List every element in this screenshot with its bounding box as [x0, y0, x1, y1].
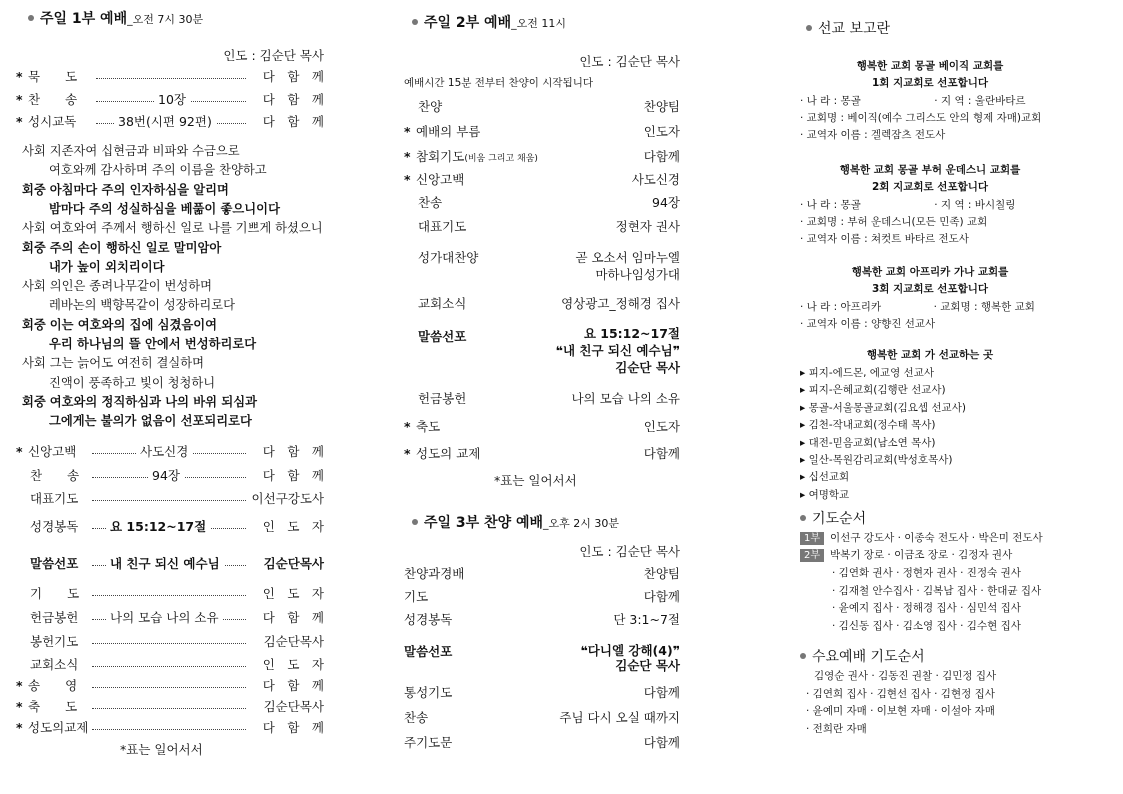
order-right: 다함께 [643, 735, 680, 750]
order-item [404, 171, 680, 189]
prayer-title: 기도순서 [800, 508, 866, 528]
order-mid: 나의 모습 나의 소유 [106, 609, 223, 627]
order-item [404, 123, 680, 141]
bullet-dot-icon [412, 19, 418, 25]
order-label: 기 도 [30, 586, 80, 601]
standing-star: * [404, 172, 411, 187]
order-mid: 내 친구 되신 예수님 [106, 555, 224, 573]
order-right: 김순단목사 [263, 699, 324, 714]
order-right: 찬양팀 [643, 566, 680, 581]
order-item [404, 194, 680, 212]
responsive-text: 그에게는 불의가 없음이 선포되리로다 [49, 414, 252, 429]
responsive-speaker: 사회 [22, 279, 46, 294]
order-label: 찬양과경배 [404, 566, 465, 581]
order-label-note: (비움 그리고 채움) [464, 154, 538, 164]
prayer-name-line: · 김재철 안수집사 · 김복남 집사 · 한대균 집사 [832, 584, 1042, 597]
order-right: 김순단목사 [263, 556, 324, 571]
order-right: 다 함 께 [262, 720, 324, 735]
mission-subheading: 2회 지교회로 선포합니다 [871, 181, 989, 193]
order-label: 성경봉독 [30, 519, 79, 534]
wed-prayer-title: 수요예배 기도순서 [800, 646, 925, 666]
order-right: 정현자 권사 [615, 219, 680, 234]
order-item [404, 734, 680, 752]
news-right: 영상광고_정해경 집사 [561, 296, 680, 311]
service-3-leader: 인도 : 김순단 목사 [579, 544, 680, 559]
standing-star: * [404, 419, 411, 434]
order-right: 찬양팀 [643, 99, 680, 114]
order-item [16, 609, 324, 627]
responsive-text: 여호와께 감사하며 주의 이름을 찬양하고 [49, 163, 267, 178]
support-item: ▸ 여명학교 [800, 488, 850, 501]
sermon-ref: 요 15:12~17절 [583, 326, 680, 341]
responsive-text: 여호와여 주께서 행하신 일로 나를 기쁘게 하셨으니 [49, 221, 323, 236]
mission-heading: 행복한 교회 몽골 베이직 교회를 [856, 60, 1004, 72]
support-item: ▸ 일산-목원감리교회(박성호목사) [800, 454, 953, 466]
responsive-speaker: 회중 [22, 240, 46, 255]
service-1-title: 주일 1부 예배_오전 7시 30분 [28, 8, 203, 28]
standing-star: * [16, 720, 23, 735]
responsive-line [49, 258, 164, 277]
standing-star: * [404, 149, 411, 164]
sermon-3-label: 말씀선포 [404, 644, 453, 659]
order-item [16, 555, 324, 573]
responsive-line [49, 200, 280, 219]
standing-note: *표는 일어서서 [494, 473, 577, 488]
responsive-speaker: 회중 [22, 317, 46, 332]
order-label: 성경봉독 [404, 612, 453, 627]
order-label: 축 도 [28, 699, 78, 714]
dot-leader [92, 677, 246, 688]
service-3-title: 주일 3부 찬양 예배_오후 2시 30분 [412, 512, 619, 532]
responsive-text: 레바논의 백향목같이 성장하리로다 [49, 298, 235, 313]
responsive-text: 우리 하나님의 뜰 안에서 번성하리로다 [49, 337, 257, 351]
order-item [404, 148, 680, 166]
standing-star: * [16, 114, 23, 129]
dot-leader [92, 585, 246, 596]
sermon-3-preacher: 김순단 목사 [615, 658, 680, 673]
service-2-leader: 인도 : 김순단 목사 [579, 54, 680, 69]
order-mid: 10장 [154, 91, 190, 109]
support-item: ▸ 김천-작내교회(정수태 목사) [800, 419, 936, 432]
responsive-line [22, 393, 257, 412]
responsive-line [22, 277, 212, 296]
order-label [416, 123, 480, 141]
support-item: ▸ 몽골-서울몽골교회(김요셉 선교사) [800, 401, 966, 414]
order-label [418, 98, 442, 116]
responsive-line [49, 412, 252, 431]
responsive-line [49, 335, 256, 354]
responsive-line [22, 316, 217, 335]
standing-note: *표는 일어서서 [120, 742, 203, 757]
order-item [404, 611, 680, 629]
order-item [404, 565, 680, 583]
responsive-line [22, 239, 221, 258]
dot-leader [92, 719, 246, 730]
order-item [404, 445, 680, 463]
mission-column [800, 0, 1100, 794]
responsive-text: 여호와의 정직하심과 나의 바위 되심과 [49, 394, 257, 409]
order-item [404, 390, 680, 408]
order-right: 인도자 [643, 124, 680, 139]
responsive-text: 아침마다 주의 인자하심을 알리며 [49, 182, 229, 197]
order-label: 찬송 [404, 710, 429, 725]
standing-star: * [16, 69, 23, 84]
order-item [16, 656, 324, 674]
mission-detail: · 나 라 : 몽골 · 지 역 : 바시칠링 [800, 199, 1016, 211]
order-item [404, 218, 680, 236]
order-label: 교회소식 [30, 657, 79, 672]
responsive-text: 내가 높이 외치리이다 [49, 259, 165, 274]
order-mid: 사도신경 [136, 443, 192, 461]
order-item [16, 443, 324, 461]
standing-star: * [16, 678, 23, 693]
responsive-line [22, 354, 204, 373]
order-right: 94장 [652, 195, 680, 210]
order-item [404, 418, 680, 436]
order-label [416, 171, 464, 189]
mission-heading: 행복한 교회 몽골 부허 운데스니 교회를 [839, 164, 1021, 176]
order-right: 다함께 [643, 149, 680, 164]
mission-detail: · 교역자 이름 : 쳐컷트 바타르 전도사 [800, 233, 969, 245]
order-item [16, 518, 324, 536]
mission-title: 선교 보고란 [806, 18, 890, 38]
order-mid: 94장 [148, 467, 184, 485]
mission-detail: · 교역자 이름 : 겔렉잠츠 전도사 [800, 129, 946, 141]
mission-detail: · 교회명 : 부허 운데스니(모든 민족) 교회 [800, 216, 988, 228]
order-right: 인도자 [643, 419, 680, 434]
order-label: 찬 송 [30, 468, 80, 483]
order-item [404, 684, 680, 702]
sermon-title: ❝내 친구 되신 예수님❞ [555, 343, 680, 358]
order-label [416, 148, 538, 168]
mission-detail: · 나 라 : 몽골 · 지 역 : 울란바타르 [800, 95, 1026, 107]
order-right: 다함께 [643, 589, 680, 604]
bullet-dot-icon [800, 515, 806, 521]
responsive-line [49, 296, 235, 315]
standing-star: * [404, 446, 411, 461]
dot-leader [96, 68, 246, 79]
prayer-name-line: · 윤예지 집사 · 정해경 집사 · 심민석 집사 [832, 602, 1021, 614]
order-right: 다 함 께 [262, 92, 324, 107]
order-label: 성시교독 [28, 114, 77, 129]
order-label: 통성기도 [404, 685, 453, 700]
mission-detail: · 나 라 : 아프리카 · 교회명 : 행복한 교회 [800, 301, 1035, 313]
order-right: 다함께 [643, 446, 680, 461]
order-right: 인 도 자 [262, 519, 324, 534]
dot-leader [92, 656, 246, 667]
order-item [404, 588, 680, 606]
responsive-line [22, 181, 229, 200]
responsive-text: 밤마다 주의 성실하심을 베풂이 좋으니이다 [49, 201, 280, 216]
order-mid: 38번(시편 92편) [114, 113, 216, 131]
order-right: 김순단목사 [263, 634, 324, 649]
wed-prayer-line: · 김연희 집사 · 김현선 집사 · 김현정 집사 [806, 687, 995, 700]
service-2-pre-note: 예배시간 15분 전부터 찬양이 시작됩니다 [404, 77, 593, 89]
order-right: 다 함 께 [262, 444, 324, 459]
order-label: 말씀선포 [30, 556, 79, 571]
mission-heading: 행복한 교회 아프리카 가나 교회를 [851, 266, 1009, 278]
order-label: 헌금봉헌 [30, 610, 79, 625]
order-label: 성도의 교제 [416, 446, 481, 461]
responsive-speaker: 회중 [22, 182, 46, 197]
order-right: 다 함 께 [262, 114, 324, 129]
order-label: 신앙고백 [28, 444, 77, 459]
bullet-dot-icon [412, 519, 418, 525]
order-label: 봉헌기도 [30, 634, 79, 649]
order-label-text: 찬송 [418, 195, 443, 210]
responsive-speaker: 사회 [22, 356, 46, 371]
order-right: 인 도 자 [262, 586, 324, 601]
responsive-text: 의인은 종려나무같이 번성하며 [49, 279, 213, 294]
standing-star: * [404, 124, 411, 139]
order-right: 이선구강도사 [251, 491, 324, 506]
choir-name: 마하나임성가대 [595, 267, 680, 282]
order-right: 다 함 께 [262, 678, 324, 693]
order-item [16, 585, 324, 603]
dot-leader [92, 490, 246, 501]
order-mid: 요 15:12~17절 [106, 518, 210, 536]
order-right: 단 3:1~7절 [613, 612, 680, 627]
order-label-text: 대표기도 [418, 219, 467, 234]
mission-subheading: 3회 지교회로 선포합니다 [871, 283, 989, 295]
order-item [16, 91, 324, 109]
sermon-preacher: 김순단 목사 [615, 360, 680, 375]
standing-star: * [16, 699, 23, 714]
order-item [16, 113, 324, 131]
order-label: 기도 [404, 589, 429, 604]
order-item [16, 719, 324, 737]
order-right: 인 도 자 [262, 657, 324, 672]
order-item [16, 467, 324, 485]
mission-detail: · 교회명 : 베이직(예수 그리스도 안의 형제 자매)교회 [800, 112, 1042, 124]
sermon-label: 말씀선포 [418, 329, 467, 344]
prayer-badge-2: 2부 [800, 549, 824, 562]
wed-prayer-line: · 윤예미 자매 · 이보현 자매 · 이설아 자매 [806, 705, 995, 717]
standing-star: * [16, 92, 23, 107]
order-label: 묵 도 [28, 69, 78, 84]
responsive-speaker: 회중 [22, 394, 46, 409]
order-item [16, 68, 324, 86]
choir-label: 성가대찬양 [418, 250, 479, 265]
order-right: 다 함 께 [262, 610, 324, 625]
support-item: ▸ 피지-에드몬, 에교영 선교사 [800, 367, 934, 379]
order-item [404, 709, 680, 727]
service-2-column [404, 0, 680, 794]
order-label-text: 참회기도 [416, 149, 465, 164]
order-label: 대표기도 [30, 491, 79, 506]
order-label-text: 신앙고백 [416, 172, 465, 187]
order-label: 축도 [416, 419, 441, 434]
prayer-name-line: · 김신동 집사 · 김소영 집사 · 김수현 집사 [832, 619, 1021, 632]
service-1-leader: 인도 : 김순단 목사 [223, 48, 324, 63]
order-item [16, 633, 324, 651]
support-item: ▸ 십선교회 [800, 471, 850, 484]
bullet-dot-icon [28, 15, 34, 21]
service-1-column [16, 0, 324, 794]
order-item [16, 677, 324, 695]
order-item [16, 698, 324, 716]
order-item [404, 98, 680, 116]
order-label-text: 예배의 부름 [416, 124, 481, 139]
responsive-line [49, 374, 215, 393]
order-right: 다함께 [643, 685, 680, 700]
prayer-name-line: · 김연화 권사 · 정현자 권사 · 진정숙 권사 [832, 567, 1021, 579]
responsive-speaker: 사회 [22, 221, 46, 236]
dot-leader [92, 698, 246, 709]
wed-prayer-line: 김영순 권사 · 김동진 권찰 · 김민정 집사 [814, 670, 997, 682]
order-label: 주기도문 [404, 735, 453, 750]
order-label [418, 194, 442, 212]
order-label [418, 218, 466, 236]
order-label: 헌금봉헌 [418, 391, 467, 406]
standing-star: * [16, 444, 23, 459]
support-item: ▸ 대전-믿음교회(남소연 목사) [800, 436, 936, 449]
bullet-dot-icon [800, 653, 806, 659]
supports-heading: 행복한 교회 가 선교하는 곳 [866, 349, 994, 361]
prayer-badge-1: 1부 [800, 532, 824, 545]
responsive-text: 진액이 풍족하고 빛이 청청하니 [49, 375, 216, 390]
responsive-line [49, 161, 267, 180]
order-label: 송 영 [28, 678, 78, 693]
responsive-text: 이는 여호와의 집에 심겼음이여 [49, 317, 218, 332]
responsive-text: 주의 손이 행하신 일로 말미암아 [49, 240, 222, 255]
order-right: 다 함 께 [262, 69, 324, 84]
bullet-dot-icon [806, 25, 812, 31]
order-label-text: 찬양 [418, 99, 443, 114]
responsive-line [22, 219, 323, 238]
order-label: 성도의교제 [28, 720, 89, 735]
responsive-text: 그는 늙어도 여전히 결실하며 [49, 356, 205, 371]
dot-leader [92, 633, 246, 644]
responsive-speaker: 사회 [22, 144, 46, 158]
order-right: 사도신경 [631, 172, 680, 187]
order-right: 나의 모습 나의 소유 [571, 391, 680, 406]
wed-prayer-line: · 전희란 자매 [806, 722, 867, 735]
news-label: 교회소식 [418, 296, 467, 311]
order-label: 찬 송 [28, 92, 78, 107]
service-2-title: 주일 2부 예배_오전 11시 [412, 12, 566, 32]
prayer-line-1: 1부 이선구 강도사 · 이종숙 전도사 · 박은미 전도사 [800, 530, 1043, 545]
support-item: ▸ 피지-은혜교회(김행란 선교사) [800, 384, 946, 397]
mission-subheading: 1회 지교회로 선포합니다 [871, 77, 989, 89]
choir-song: 곧 오소서 임마누엘 [575, 250, 680, 265]
order-item [16, 490, 324, 508]
mission-detail: · 교역자 이름 : 양향진 선교사 [800, 318, 936, 330]
responsive-line [22, 142, 240, 161]
responsive-text: 지존자여 십현금과 비파와 수금으로 [49, 144, 240, 158]
prayer-line-2: 2부 박복기 장로 · 이금조 장로 · 김정자 권사 [800, 547, 1012, 562]
order-right: 주님 다시 오실 때까지 [559, 710, 680, 725]
sermon-3-title: ❝다니엘 강해(4)❞ [580, 643, 680, 658]
order-right: 다 함 께 [262, 468, 324, 483]
